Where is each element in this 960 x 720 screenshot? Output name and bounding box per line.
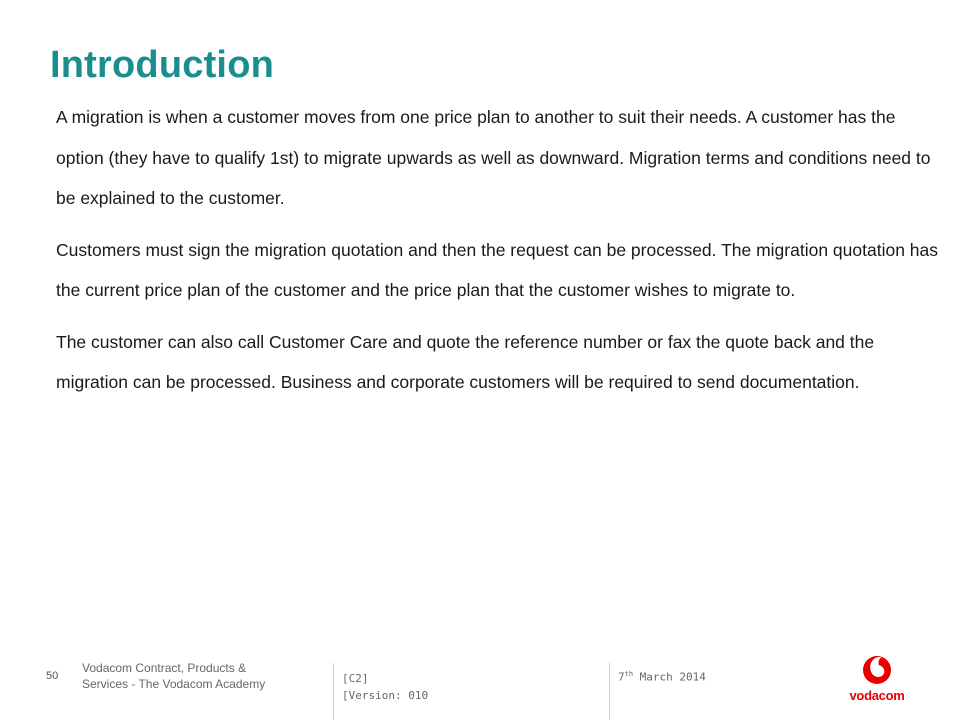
vodacom-logo [846,652,908,710]
slide-title: Introduction [50,44,275,86]
date-suffix: th [624,670,634,678]
footer-divider-right [609,663,610,720]
date-month-year: March 2014 [633,670,706,684]
classification-label: [C2] [342,672,369,685]
footer-course-line-2: Services - The Vodacom Academy [82,677,266,691]
footer-divider-left [333,663,334,720]
slide-body [56,97,946,414]
version-label: [Version: 010 [342,689,429,702]
vodacom-wordmark: vodacom [849,688,905,703]
date-day: 7 [618,670,625,684]
paragraph-migration-definition: A migration is when a customer moves from one price plan to another to suit their needs. A customer has the option (they have to qualify 1st) to migrate upwards as well as downward. Migration terms and conditions need to be explained to the customer. [56,107,931,208]
vodafone-speechmark-icon [862,652,892,686]
footer-classification [342,670,428,704]
footer-date [618,670,706,684]
footer-course-line-1: Vodacom Contract, Products & [82,661,247,675]
footer-course-title [82,660,302,692]
paragraph-customer-care: The customer can also call Customer Care and quote the reference number or fax the quote back and the migration can be processed. Business and corporate customers will be required to send documentation. [56,331,875,392]
paragraph-migration-quotation: Customers must sign the migration quotation and then the request can be processed. The migration quotation has the current price plan of the customer and the price plan that the customer wishes to migrate to. [56,239,939,300]
page-number: 50 [46,670,59,682]
